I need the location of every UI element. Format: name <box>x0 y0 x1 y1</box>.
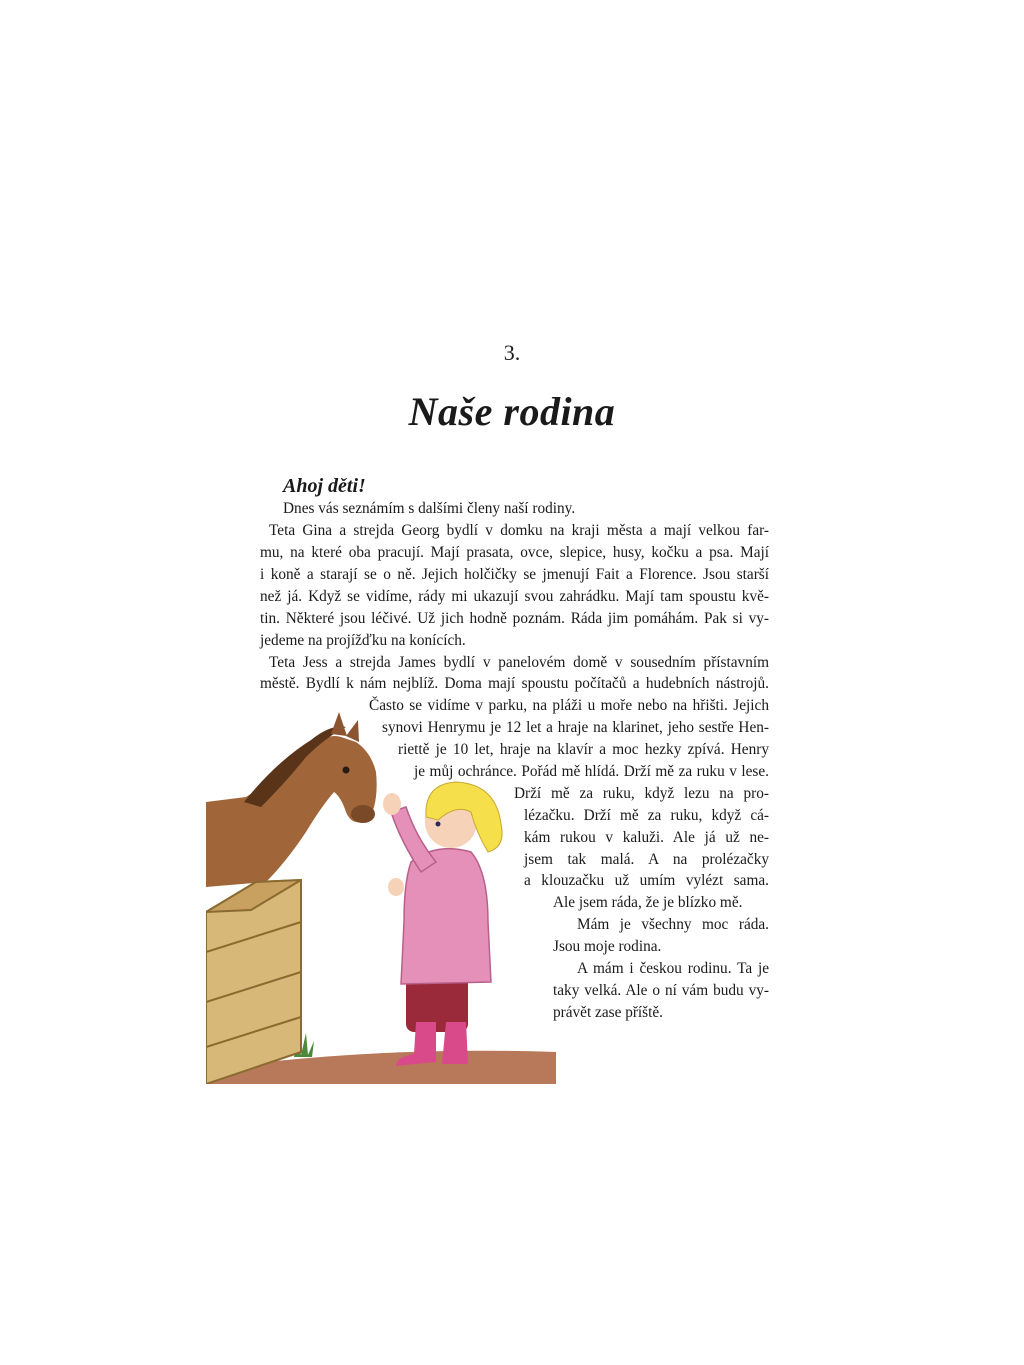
text-line: tin. Některé jsou léčivé. Už jich hodně poznám. Ráda jim pomáhám. Pak si vy- <box>260 610 769 627</box>
girl-hand <box>383 793 401 815</box>
text-line: Teta Gina a strejda Georg bydlí v domku na kraji města a mají velkou far- <box>269 522 769 539</box>
girl-hand <box>388 878 404 896</box>
girl-and-horse-illustration <box>206 712 556 1084</box>
text-line: a klouzačku už umím vylézt sama. <box>524 872 769 889</box>
text-line: jsem tak malá. A na prolézačky <box>524 851 769 868</box>
text-line: Často se vidíme v parku, na pláži u moře nebo na hřišti. Jejich <box>369 697 769 714</box>
text-line: než já. Když se vidíme, rády mi ukazují svou zahrádku. Mají tam spoustu kvě- <box>260 588 769 605</box>
chapter-number: 3. <box>503 340 521 365</box>
text-line: lézačku. Drží mě za ruku, když cá- <box>524 807 769 824</box>
chapter-title: Naše rodina <box>408 389 616 434</box>
horse-ear <box>346 720 359 742</box>
girl-boot <box>396 1022 436 1066</box>
text-line: městě. Bydlí k nám nejblíž. Doma mají spoustu počítačů a hudebních nástrojů. <box>260 675 769 692</box>
girl-coat <box>401 849 491 984</box>
horse-ear <box>331 712 347 736</box>
text-line: Drží mě za ruku, když lezu na pro- <box>514 785 769 802</box>
text-line: mu, na které oba pracují. Mají prasata, ovce, slepice, husy, kočku a psa. Mají <box>260 544 769 561</box>
horse-muzzle <box>351 805 375 823</box>
text-line: je můj ochránce. Pořád mě hlídá. Drží mě za ruku v lese. <box>414 763 769 780</box>
horse-eye <box>343 767 350 774</box>
text-line: kám rukou v kaluži. Ale já už ne- <box>524 829 769 846</box>
girl-boot <box>442 1022 468 1064</box>
text-line: riettě je 10 let, hraje na klavír a moc hezky zpívá. Henry <box>398 741 769 758</box>
text-line: A mám i českou rodinu. Ta je <box>577 960 769 977</box>
text-line: Teta Jess a strejda James bydlí v panelovém domě v sousedním přístavním <box>269 654 769 671</box>
text-line: Ale jsem ráda, že je blízko mě. <box>553 894 743 911</box>
wooden-fence <box>206 880 301 1084</box>
text-line: taky velká. Ale o ní vám budu vy- <box>553 982 769 999</box>
greeting: Ahoj děti! <box>283 475 366 497</box>
text-line: i koně a starají se o ně. Jejich holčičky se jmenují Fait a Florence. Jsou starší <box>260 566 769 583</box>
girl-eye <box>436 822 441 827</box>
text-line: Dnes vás seznámím s dalšími členy naší rodiny. <box>283 500 576 517</box>
text-line: právět zase příště. <box>553 1004 663 1021</box>
text-line: jedeme na projížďku na konících. <box>260 632 466 649</box>
text-line: Jsou moje rodina. <box>553 938 662 955</box>
text-line: synovi Henrymu je 12 let a hraje na klarinet, jeho sestře Hen- <box>382 719 769 736</box>
text-line: Mám je všechny moc ráda. <box>577 916 769 933</box>
